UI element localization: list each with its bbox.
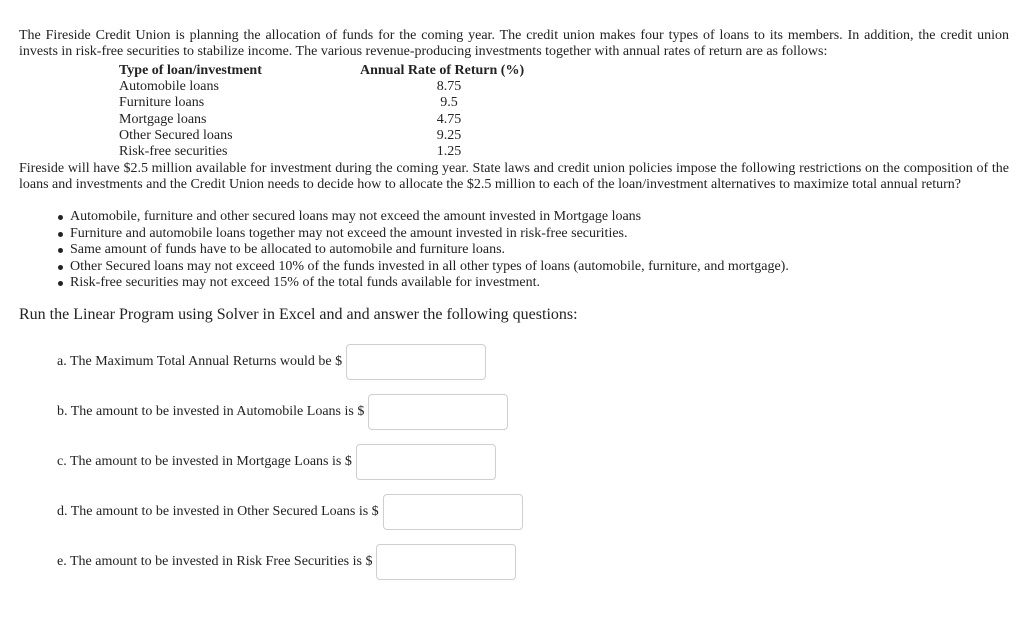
question-b-label: b. The amount to be invested in Automobile Loans is $ [57,404,365,419]
row-rate: 8.75 [436,79,462,95]
answer-d-input[interactable] [383,494,523,530]
table-row [119,95,549,111]
restrictions-list [56,209,789,292]
row-type: Risk-free securities [119,144,228,160]
list-item: Furniture and automobile loans together may not exceed the amount invested in risk-free securities. [56,226,789,243]
table-row [119,79,549,95]
answer-c-input[interactable] [356,444,496,480]
row-type: Furniture loans [119,95,205,111]
list-item: Risk-free securities may not exceed 15% of the total funds available for investment. [56,275,789,292]
intro-paragraph: The Fireside Credit Union is planning the allocation of funds for the coming year. The credit union makes four types of loans to its members. In addition, the credit union invests in risk-free securities to stabilize income. The various revenue-producing investments together with annual rates of return are as follows: [19,28,1009,59]
table-row [119,112,549,128]
question-c-label: c. The amount to be invested in Mortgage Loans is $ [57,454,352,469]
row-type: Mortgage loans [119,111,207,127]
row-rate: 9.25 [436,127,462,143]
table-row [119,144,549,160]
table-row [119,128,549,144]
row-type: Automobile loans [119,79,219,95]
row-rate: 9.5 [440,95,458,111]
rates-table-header [119,63,549,79]
question-e-label: e. The amount to be invested in Risk Free Securities is $ [57,554,373,569]
question-d [57,494,523,530]
row-rate: 1.25 [436,144,462,160]
question-a-label: a. The Maximum Total Annual Returns would be $ [57,354,343,369]
answer-e-input[interactable] [376,544,516,580]
list-item: Automobile, furniture and other secured loans may not exceed the amount invested in Mortgage loans [56,209,789,226]
question-b [57,394,508,430]
header-type: Type of loan/investment [119,63,262,78]
row-rate: 4.75 [436,111,462,127]
question-c [57,444,496,480]
answer-a-input[interactable] [346,344,486,380]
list-item: Same amount of funds have to be allocated to automobile and furniture loans. [56,242,789,259]
list-item: Other Secured loans may not exceed 10% of the funds invested in all other types of loans (automobile, furniture, and mortgage). [56,259,789,276]
row-type: Other Secured loans [119,127,233,143]
rates-table [119,63,549,160]
run-instruction: Run the Linear Program using Solver in Excel and and answer the following questions: [19,306,578,323]
question-d-label: d. The amount to be invested in Other Secured Loans is $ [57,504,379,519]
question-e [57,544,516,580]
answer-b-input[interactable] [368,394,508,430]
header-rate: Annual Rate of Return (%) [360,63,525,78]
funds-paragraph: Fireside will have $2.5 million available for investment during the coming year. State laws and credit union policies impose the following restrictions on the composition of the loans and investments and the Credit Union needs to decide how to allocate the $2.5 million to each of the loan/investment alternatives to maximize total annual return? [19,161,1009,192]
question-a [57,344,486,380]
